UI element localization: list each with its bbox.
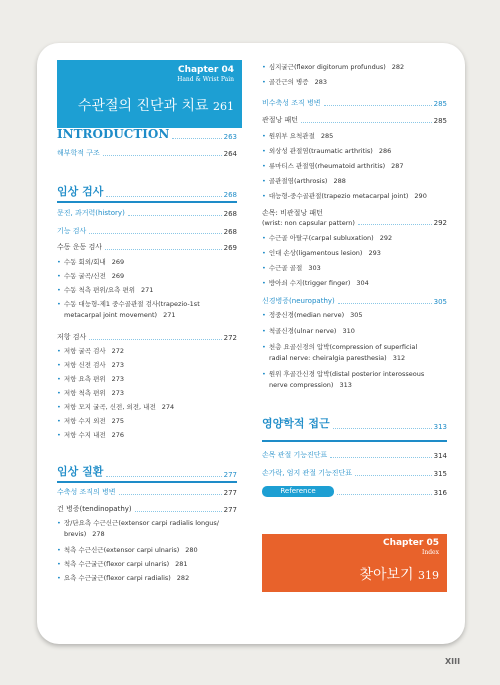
toc-entry-wrist-form[interactable]: 손목 관절 기능진단표 314 (262, 451, 447, 460)
list-item[interactable]: • 저항 척측 편위 273 (57, 389, 125, 397)
list-item-cont: metacarpal joint movement) 271 (64, 311, 176, 319)
list-item[interactable]: • 수근골 골절 303 (262, 264, 321, 272)
section-rule (262, 440, 447, 442)
list-item[interactable]: • 수동 굴곡/신전 269 (57, 272, 125, 280)
section-rule (57, 481, 237, 483)
toc-entry-anatomy[interactable]: 해부학적 구조 264 (57, 149, 237, 158)
toc-entry-finger-form[interactable]: 손가락, 엄지 관절 기능진단표 315 (262, 469, 447, 478)
list-item[interactable]: • 심지굴근(flexor digitorum profundus) 282 (262, 63, 405, 71)
list-item[interactable]: • 골관절염(arthrosis) 288 (262, 177, 346, 185)
toc-entry-clinical-exam[interactable]: 임상 검사 268 (57, 185, 237, 199)
list-item[interactable]: • 골간근의 병증 283 (262, 78, 328, 86)
list-item[interactable]: • 저항 신전 검사 273 (57, 361, 125, 369)
list-item[interactable]: • 척측 수근신근(extensor carpi ulnaris) 280 (57, 546, 198, 554)
chapter-title: 찾아보기 319 (359, 567, 439, 583)
toc-entry-neuropathy[interactable]: 신경병증(neuropathy) 305 (262, 297, 447, 306)
list-item[interactable]: • 외상성 관절염(traumatic arthritis) 286 (262, 147, 392, 155)
list-item[interactable]: • 정중신경(median nerve) 305 (262, 311, 363, 319)
chapter-05-banner[interactable] (262, 534, 447, 592)
toc-entry-capsular[interactable]: 관절낭 패턴 285 (262, 116, 447, 125)
list-item[interactable]: • 천층 요골신경의 압박(compression of superficial (262, 343, 418, 351)
toc-entry-clinical-disease[interactable]: 임상 질환 277 (57, 465, 237, 479)
list-item-cont: radial nerve: cheiralgia paresthesia) 312 (269, 354, 406, 362)
toc-entry-introduction[interactable]: INTRODUCTION 263 (57, 127, 237, 141)
toc-entry-history[interactable]: 문진, 과거력(history) 268 (57, 209, 237, 218)
list-item[interactable]: • 원위부 요척관절 285 (262, 132, 334, 140)
list-item[interactable]: • 저항 수지 내전 276 (57, 431, 125, 439)
toc-entry-rom[interactable]: 수동 운동 검사 269 (57, 243, 237, 252)
toc-entry-noncapsular-en[interactable]: (wrist: non capsular pattern) 292 (262, 219, 447, 227)
toc-entry-noncapsular[interactable]: 손목: 비관절낭 패턴 (262, 209, 323, 217)
list-item[interactable]: • 류마티스 관절염(rheumatoid arthritis) 287 (262, 162, 404, 170)
toc-card (37, 43, 465, 644)
toc-entry-function[interactable]: 기능 검사 268 (57, 227, 237, 236)
list-item[interactable]: • 수동 대능형-제1 중수골관절 검사(trapezio-1st (57, 300, 200, 308)
chapter-subtitle: Hand & Wrist Pain (177, 76, 234, 83)
chapter-subtitle: Index (421, 549, 439, 556)
toc-entry-nutrition[interactable]: 영양학적 접근 313 (262, 417, 447, 431)
list-item[interactable]: • 저항 모지 굴곡, 신전, 외전, 내전 274 (57, 403, 175, 411)
list-item[interactable]: • 수동 척측 편위/요측 편위 271 (57, 286, 154, 294)
list-item[interactable]: • 저항 수지 외전 275 (57, 417, 125, 425)
chapter-04-banner[interactable] (57, 60, 242, 128)
list-item-cont: brevis) 278 (64, 530, 105, 538)
toc-entry-noncontractile[interactable]: 비수축성 조직 병변 285 (262, 99, 447, 108)
list-item[interactable]: • 수동 회외/회내 269 (57, 258, 125, 266)
list-item[interactable]: • 수근골 아탈구(carpal subluxation) 292 (262, 234, 393, 242)
list-item[interactable]: • 대능형-중수골관절(trapezio metacarpal joint) 290 (262, 192, 427, 200)
list-item[interactable]: • 원위 후골간신경 압박(distal posterior interosseous (262, 370, 425, 378)
toc-entry-reference[interactable]: Reference 316 (262, 485, 447, 497)
list-item[interactable]: • 방아쇠 수지(trigger finger) 304 (262, 279, 369, 287)
chapter-title: 수관절의 진단과 치료 261 (77, 98, 234, 114)
list-item[interactable]: • 인대 손상(ligamentous lesion) 293 (262, 249, 381, 257)
list-item[interactable]: • 요측 수근굴근(flexor carpi radialis) 282 (57, 574, 190, 582)
toc-entry-tendinopathy[interactable]: 건 병증(tendinopathy) 277 (57, 505, 237, 514)
chapter-number: Chapter 04 (177, 65, 234, 75)
list-item[interactable]: • 저항 굴곡 검사 272 (57, 347, 125, 355)
list-item-cont: nerve compression) 313 (269, 381, 352, 389)
toc-entry-resist[interactable]: 저항 검사 272 (57, 333, 237, 342)
section-rule (57, 201, 237, 203)
list-item[interactable]: • 척측 수근굴근(flexor carpi ulnaris) 281 (57, 560, 188, 568)
chapter-number: Chapter 05 (382, 538, 439, 548)
page-number: XIII (445, 657, 461, 666)
list-item[interactable]: • 척골신경(ulnar nerve) 310 (262, 327, 355, 335)
list-item[interactable]: • 저항 요측 편위 273 (57, 375, 125, 383)
list-item[interactable]: • 장/단요측 수근신근(extensor carpi radialis longus/ (57, 519, 219, 527)
toc-entry-contractile[interactable]: 수축성 조직의 병변 277 (57, 488, 237, 497)
